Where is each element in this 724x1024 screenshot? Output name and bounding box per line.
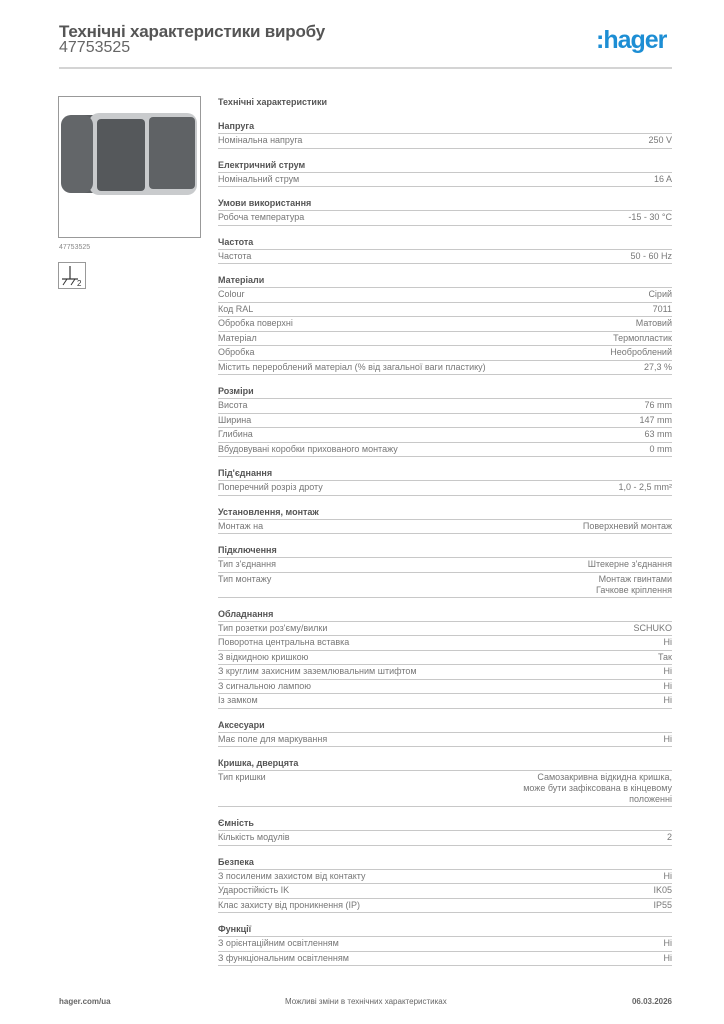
spec-label: Номінальний струм bbox=[218, 173, 300, 184]
spec-section bbox=[218, 196, 672, 226]
section-heading: Матеріали bbox=[218, 273, 672, 288]
footer-date: 06.03.2026 bbox=[631, 997, 672, 1006]
spec-row bbox=[218, 288, 672, 303]
spec-value: 63 mm bbox=[644, 429, 672, 439]
page-title: Технічні характеристики виробу bbox=[59, 22, 325, 41]
spec-label: Частота bbox=[218, 250, 252, 261]
spec-label: Ширина bbox=[218, 414, 252, 425]
spec-section bbox=[218, 543, 672, 598]
spec-row bbox=[218, 771, 672, 807]
socket-with-earth-x2-icon bbox=[58, 262, 86, 289]
hager-logo: :hager bbox=[596, 26, 667, 54]
spec-row bbox=[218, 481, 672, 496]
footer-note: Можливі зміни в технічних характеристиках bbox=[285, 997, 447, 1006]
spec-label: З круглим захисним заземлювальним штифтом bbox=[218, 666, 417, 676]
spec-value: Hi bbox=[663, 680, 672, 691]
spec-row bbox=[218, 694, 672, 709]
spec-row bbox=[218, 651, 672, 666]
spec-section bbox=[218, 922, 672, 966]
spec-label: Клас захисту від проникнення (IP) bbox=[218, 899, 361, 910]
spec-row bbox=[218, 622, 672, 637]
spec-row bbox=[218, 952, 672, 967]
spec-section bbox=[218, 384, 672, 457]
spec-value: 7011 bbox=[652, 303, 672, 314]
spec-row bbox=[218, 361, 672, 376]
spec-value: SCHUKO bbox=[633, 622, 672, 633]
section-heading: Функції bbox=[218, 922, 672, 937]
spec-section bbox=[218, 158, 672, 188]
spec-row bbox=[218, 680, 672, 695]
spec-value: Самозакривна відкидна кришка, може бути зафіксована в кінцевому положенні bbox=[523, 772, 672, 804]
spec-value: 50 - 60 Hz bbox=[630, 250, 672, 261]
product-image bbox=[58, 96, 201, 238]
spec-row bbox=[218, 250, 672, 265]
spec-row bbox=[218, 870, 672, 885]
spec-row bbox=[218, 211, 672, 226]
spec-row bbox=[218, 899, 672, 914]
spec-row bbox=[218, 428, 672, 443]
section-heading: Ємність bbox=[218, 816, 672, 831]
spec-label: Номінальна напруга bbox=[218, 135, 303, 145]
spec-value: Необроблений bbox=[610, 347, 672, 357]
spec-row bbox=[218, 414, 672, 429]
spec-label: Обробка bbox=[218, 347, 255, 357]
spec-value: Hi bbox=[663, 870, 672, 881]
section-heading: Напруга bbox=[218, 119, 672, 134]
specs-title: Технічні характеристики bbox=[218, 97, 327, 107]
section-heading: Частота bbox=[218, 235, 672, 250]
symbol-label: 2 bbox=[77, 279, 82, 288]
spec-label: Вбудовувані коробки прихованого монтажу bbox=[218, 443, 398, 454]
spec-section bbox=[218, 607, 672, 709]
section-heading: Підключення bbox=[218, 543, 672, 558]
spec-label: Код RAL bbox=[218, 303, 254, 314]
spec-label: Має поле для маркування bbox=[218, 733, 328, 744]
spec-section bbox=[218, 756, 672, 807]
spec-value: Hi bbox=[663, 666, 672, 676]
spec-value: Поверхневий монтаж bbox=[582, 520, 672, 531]
spec-row bbox=[218, 937, 672, 952]
spec-label: Ударостійкість IK bbox=[218, 885, 290, 895]
spec-value: 0 mm bbox=[649, 443, 672, 454]
spec-label: Поворотна центральна вставка bbox=[218, 637, 350, 647]
spec-label: Тип кришки bbox=[218, 772, 266, 782]
spec-label: Із замком bbox=[218, 695, 258, 705]
image-caption: 47753525 bbox=[59, 244, 91, 251]
product-code: 47753525 bbox=[59, 39, 131, 56]
spec-label: З відкидною кришкою bbox=[218, 651, 309, 662]
spec-value: Так bbox=[657, 651, 672, 662]
spec-label: З сигнальною лампою bbox=[218, 680, 311, 691]
spec-label: Поперечний розріз дроту bbox=[218, 482, 323, 492]
spec-value: Штекерне з'єднання bbox=[587, 559, 672, 569]
section-heading: Аксесуари bbox=[218, 718, 672, 733]
spec-row bbox=[218, 443, 672, 458]
spec-value: 1,0 - 2,5 mm² bbox=[618, 482, 672, 492]
spec-label: З посиленим захистом від контакту bbox=[218, 870, 366, 881]
spec-row bbox=[218, 399, 672, 414]
spec-row bbox=[218, 332, 672, 347]
spec-value: Hi bbox=[663, 695, 672, 705]
spec-label: Матеріал bbox=[218, 332, 257, 343]
spec-section bbox=[218, 855, 672, 914]
spec-row bbox=[218, 520, 672, 535]
spec-section bbox=[218, 466, 672, 496]
spec-value: Hi bbox=[663, 733, 672, 744]
spec-value: 27,3 % bbox=[643, 361, 672, 372]
spec-label: Тип розетки роз'єму/вилки bbox=[218, 622, 328, 633]
spec-row bbox=[218, 303, 672, 318]
spec-value: 250 V bbox=[648, 135, 672, 145]
spec-value: Матовий bbox=[635, 318, 672, 328]
spec-row bbox=[218, 134, 672, 149]
spec-label: З функціональним освітленням bbox=[218, 952, 349, 963]
spec-row bbox=[218, 346, 672, 361]
spec-value: IP55 bbox=[653, 899, 672, 910]
spec-label: Висота bbox=[218, 400, 248, 410]
spec-label: Містить перероблений матеріал (% від загальної ваги пластику) bbox=[218, 361, 486, 372]
spec-value: Hi bbox=[663, 637, 672, 647]
section-heading: Електричний струм bbox=[218, 158, 672, 173]
section-heading: Безпека bbox=[218, 855, 672, 870]
footer-website[interactable]: hager.com/ua bbox=[59, 997, 111, 1006]
spec-row bbox=[218, 733, 672, 748]
spec-label: Colour bbox=[218, 289, 245, 299]
spec-value: 16 A bbox=[653, 173, 672, 184]
spec-row bbox=[218, 831, 672, 846]
spec-section bbox=[218, 505, 672, 535]
spec-value: 76 mm bbox=[644, 400, 672, 410]
spec-row bbox=[218, 665, 672, 680]
section-heading: Обладнання bbox=[218, 607, 672, 622]
section-heading: Під'єднання bbox=[218, 466, 672, 481]
spec-value: IK05 bbox=[653, 885, 672, 895]
spec-row bbox=[218, 573, 672, 598]
header-divider bbox=[59, 67, 672, 69]
spec-section bbox=[218, 273, 672, 375]
spec-section bbox=[218, 235, 672, 265]
section-heading: Установлення, монтаж bbox=[218, 505, 672, 520]
spec-value: Hi bbox=[663, 952, 672, 963]
spec-label: Обробка поверхні bbox=[218, 318, 293, 328]
spec-section bbox=[218, 119, 672, 149]
double-socket-image bbox=[59, 97, 200, 237]
section-heading: Умови використання bbox=[218, 196, 672, 211]
spec-row bbox=[218, 173, 672, 188]
spec-row bbox=[218, 884, 672, 899]
spec-value: 147 mm bbox=[639, 414, 672, 425]
spec-label: Тип монтажу bbox=[218, 573, 272, 584]
spec-row bbox=[218, 558, 672, 573]
spec-row bbox=[218, 317, 672, 332]
spec-label: Монтаж на bbox=[218, 520, 264, 531]
spec-value: Монтаж гвинтами Гачкове кріплення bbox=[596, 573, 672, 595]
spec-section bbox=[218, 816, 672, 846]
spec-label: Робоча температура bbox=[218, 212, 305, 222]
spec-value: -15 - 30 °C bbox=[628, 212, 672, 222]
specifications bbox=[218, 95, 672, 966]
spec-section bbox=[218, 718, 672, 748]
spec-label: Кількість модулів bbox=[218, 832, 290, 842]
spec-label: Тип з'єднання bbox=[218, 559, 276, 569]
section-heading: Розміри bbox=[218, 384, 672, 399]
spec-label: З орієнтаційним освітленням bbox=[218, 938, 339, 948]
spec-row bbox=[218, 636, 672, 651]
spec-value: Сірий bbox=[648, 289, 672, 299]
spec-value: Hi bbox=[663, 938, 672, 948]
spec-value: Термопластик bbox=[613, 332, 672, 343]
spec-label: Глибина bbox=[218, 429, 253, 439]
spec-value: 2 bbox=[666, 832, 672, 842]
section-heading: Кришка, дверцята bbox=[218, 756, 672, 771]
